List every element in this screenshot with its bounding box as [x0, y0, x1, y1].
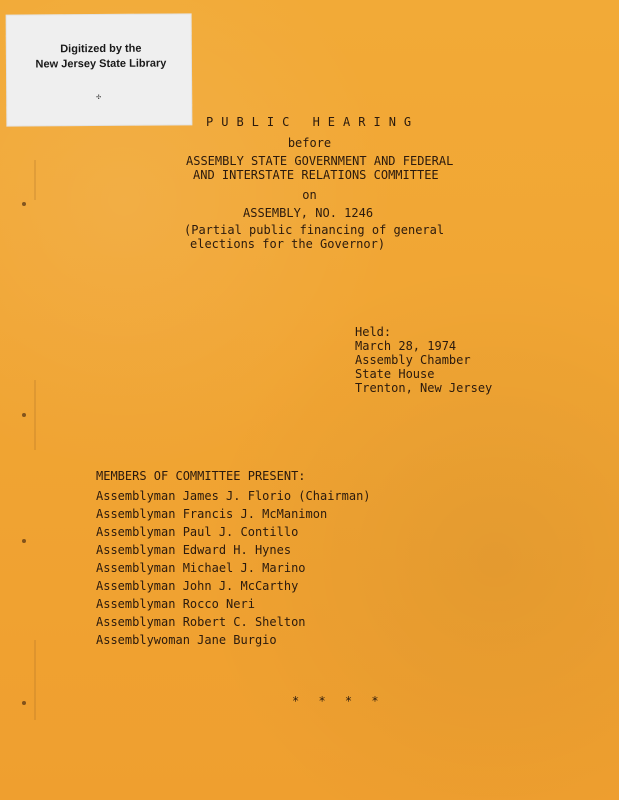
- held-label: Held:: [355, 325, 392, 339]
- library-sticker: [6, 13, 193, 126]
- members-heading: MEMBERS OF COMMITTEE PRESENT:: [96, 469, 306, 483]
- committee-line-2: AND INTERSTATE RELATIONS COMMITTEE: [193, 168, 439, 182]
- paper-crease: [34, 380, 36, 450]
- paper-crease: [34, 640, 36, 720]
- member-item: Assemblyman Michael J. Marino: [96, 561, 306, 575]
- subject-line-1: (Partial public financing of general: [184, 223, 445, 237]
- subject-line-2: elections for the Governor): [190, 237, 386, 251]
- member-item: Assemblyman Robert C. Shelton: [96, 615, 306, 629]
- member-item: Assemblyman Paul J. Contillo: [96, 525, 299, 539]
- committee-line-1: ASSEMBLY STATE GOVERNMENT AND FEDERAL: [186, 154, 454, 168]
- before-text: before: [287, 136, 332, 150]
- member-item: Assemblywoman Jane Burgio: [96, 633, 277, 647]
- member-item: Assemblyman Edward H. Hynes: [96, 543, 292, 557]
- member-item: Assemblyman John J. McCarthy: [96, 579, 299, 593]
- sticker-line-1: Digitized by the: [60, 42, 142, 56]
- location-line-3: Trenton, New Jersey: [355, 381, 493, 395]
- sticker-line-2: New Jersey State Library: [35, 57, 167, 71]
- member-item: Assemblyman James J. Florio (Chairman): [96, 489, 371, 503]
- binding-hole: [22, 202, 26, 206]
- location-line-2: State House: [355, 367, 435, 381]
- section-divider-stars: * * * *: [292, 694, 385, 708]
- binding-hole: [22, 413, 26, 417]
- hearing-date: March 28, 1974: [355, 339, 457, 353]
- location-line-1: Assembly Chamber: [355, 353, 471, 367]
- member-item: Assemblyman Francis J. McManimon: [96, 507, 328, 521]
- sticker-text: [26, 41, 176, 72]
- member-item: Assemblyman Rocco Neri: [96, 597, 255, 611]
- binding-hole: [22, 539, 26, 543]
- on-text: on: [302, 188, 317, 202]
- sticker-mark-icon: ✣: [96, 91, 102, 102]
- bill-number: ASSEMBLY, NO. 1246: [243, 206, 374, 220]
- document-title: PUBLIC HEARING: [206, 115, 420, 129]
- binding-hole: [22, 701, 26, 705]
